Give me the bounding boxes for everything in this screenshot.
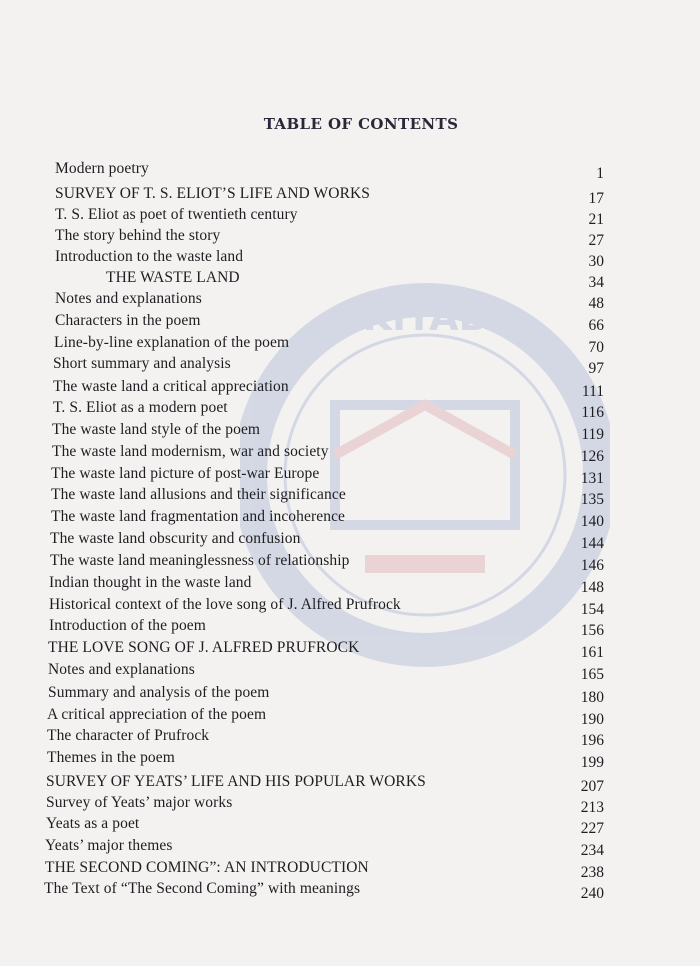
toc-entry-page: 30 — [588, 253, 604, 270]
toc-entry-title: The waste land fragmentation and incoherence — [51, 508, 346, 525]
toc-entry — [0, 684, 700, 704]
toc-entry-title: SURVEY OF YEATS’ LIFE AND HIS POPULAR WORKS — [46, 773, 426, 790]
toc-entry-title: T. S. Eliot as poet of twentieth century — [55, 206, 298, 223]
toc-entry-page: 21 — [588, 211, 604, 228]
toc-entry — [0, 378, 700, 398]
toc-entry-page: 180 — [580, 689, 604, 706]
toc-entry-title: THE WASTE LAND — [106, 269, 240, 286]
toc-entry-page: 234 — [580, 842, 604, 859]
toc-entry-title: Modern poetry — [55, 160, 149, 177]
toc-entry-title: The waste land allusions and their significance — [51, 486, 346, 503]
toc-entry-title: The character of Prufrock — [47, 727, 210, 744]
toc-entry — [0, 248, 700, 268]
toc-entry-title: The story behind the story — [55, 227, 221, 244]
toc-entry-page: 27 — [588, 232, 604, 249]
toc-entry — [0, 269, 700, 289]
toc-entry-page: 148 — [580, 579, 604, 596]
toc-entry — [0, 160, 700, 180]
toc-entry — [0, 530, 700, 550]
toc-entry-title: T. S. Eliot as a modern poet — [53, 399, 228, 416]
toc-entry-title: THE LOVE SONG OF J. ALFRED PRUFROCK — [48, 639, 360, 656]
toc-entry — [0, 486, 700, 506]
toc-entry-title: Introduction to the waste land — [55, 248, 244, 265]
toc-entry-page: 135 — [580, 491, 604, 508]
toc-entry-page: 238 — [580, 864, 604, 881]
toc-entry-page: 66 — [588, 317, 604, 334]
toc-entry — [0, 443, 700, 463]
toc-entry — [0, 727, 700, 747]
toc-entry — [0, 508, 700, 528]
toc-entry-title: SURVEY OF T. S. ELIOT’S LIFE AND WORKS — [55, 185, 371, 202]
toc-entry-title: Introduction of the poem — [49, 617, 206, 634]
toc-entry-title: Notes and explanations — [55, 290, 202, 307]
toc-entry-page: 146 — [580, 557, 604, 574]
toc-entry-title: Yeats’ major themes — [45, 837, 173, 854]
toc-entry-title: The Text of “The Second Coming” with meanings — [44, 880, 361, 897]
toc-entry-title: The waste land picture of post-war Europe — [51, 465, 320, 482]
toc-entry-page: 227 — [580, 820, 604, 837]
toc-entry-page: 165 — [580, 666, 604, 683]
toc-entry — [0, 661, 700, 681]
toc-entry — [0, 773, 700, 793]
toc-entry-page: 97 — [588, 360, 604, 377]
toc-entry-page: 161 — [580, 644, 604, 661]
toc-entry-title: Indian thought in the waste land — [49, 574, 252, 591]
toc-entry — [0, 421, 700, 441]
toc-entry-page: 34 — [588, 274, 604, 291]
toc-entry-page: 190 — [580, 711, 604, 728]
toc-entry — [0, 355, 700, 375]
toc-entry-page: 116 — [581, 404, 604, 421]
toc-entry-title: Line-by-line explanation of the poem — [54, 334, 290, 351]
toc-entry — [0, 794, 700, 814]
toc-entry-title: Notes and explanations — [48, 661, 195, 678]
svg-text:KITAB: KITAB — [362, 295, 488, 339]
toc-entry-title: Themes in the poem — [47, 749, 175, 766]
toc-entry-title: Yeats as a poet — [46, 815, 140, 832]
toc-entry-page: 196 — [580, 732, 604, 749]
toc-entry — [0, 574, 700, 594]
toc-entry — [0, 185, 700, 205]
toc-entry-title: Short summary and analysis — [53, 355, 231, 372]
toc-entry — [0, 312, 700, 332]
toc-entry-page: 144 — [580, 535, 604, 552]
toc-entry — [0, 552, 700, 572]
toc-entry-title: The waste land a critical appreciation — [53, 378, 289, 395]
toc-entry — [0, 880, 700, 900]
page-title: TABLE OF CONTENTS — [263, 115, 459, 133]
toc-entry — [0, 859, 700, 879]
toc-entry — [0, 815, 700, 835]
toc-entry — [0, 334, 700, 354]
toc-entry-page: 240 — [580, 885, 604, 902]
toc-entry — [0, 749, 700, 769]
toc-entry-page: 111 — [581, 383, 604, 400]
toc-entry-title: The waste land obscurity and confusion — [50, 530, 301, 547]
toc-entry-page: 70 — [588, 339, 604, 356]
toc-entry-title: A critical appreciation of the poem — [47, 706, 267, 723]
toc-entry-page: 48 — [588, 295, 604, 312]
toc-entry-title: THE SECOND COMING”: AN INTRODUCTION — [45, 859, 369, 876]
toc-entry-page: 119 — [581, 426, 604, 443]
toc-entry-title: Characters in the poem — [55, 312, 201, 329]
toc-entry-page: 207 — [580, 778, 604, 795]
toc-entry-title: Survey of Yeats’ major works — [46, 794, 233, 811]
toc-entry-page: 17 — [588, 190, 604, 207]
table-of-contents — [0, 160, 700, 900]
toc-entry — [0, 206, 700, 226]
toc-entry — [0, 465, 700, 485]
toc-entry — [0, 617, 700, 637]
toc-entry — [0, 837, 700, 857]
toc-entry — [0, 706, 700, 726]
toc-entry-title: The waste land meaninglessness of relationship — [50, 552, 350, 569]
toc-entry-page: 131 — [580, 470, 604, 487]
toc-entry-page: 213 — [580, 799, 604, 816]
toc-entry-page: 140 — [580, 513, 604, 530]
toc-entry-page: 126 — [580, 448, 604, 465]
toc-entry — [0, 596, 700, 616]
toc-entry — [0, 639, 700, 659]
toc-entry-page: 154 — [580, 601, 604, 618]
toc-entry-page: 1 — [596, 165, 604, 182]
toc-entry-page: 199 — [580, 754, 604, 771]
toc-entry-title: The waste land modernism, war and society — [52, 443, 329, 460]
toc-entry — [0, 290, 700, 310]
toc-entry — [0, 227, 700, 247]
toc-entry — [0, 399, 700, 419]
toc-entry-title: The waste land style of the poem — [52, 421, 261, 438]
toc-entry-title: Historical context of the love song of J. Alfred Prufrock — [49, 596, 401, 613]
toc-entry-title: Summary and analysis of the poem — [48, 684, 270, 701]
toc-entry-page: 156 — [580, 622, 604, 639]
